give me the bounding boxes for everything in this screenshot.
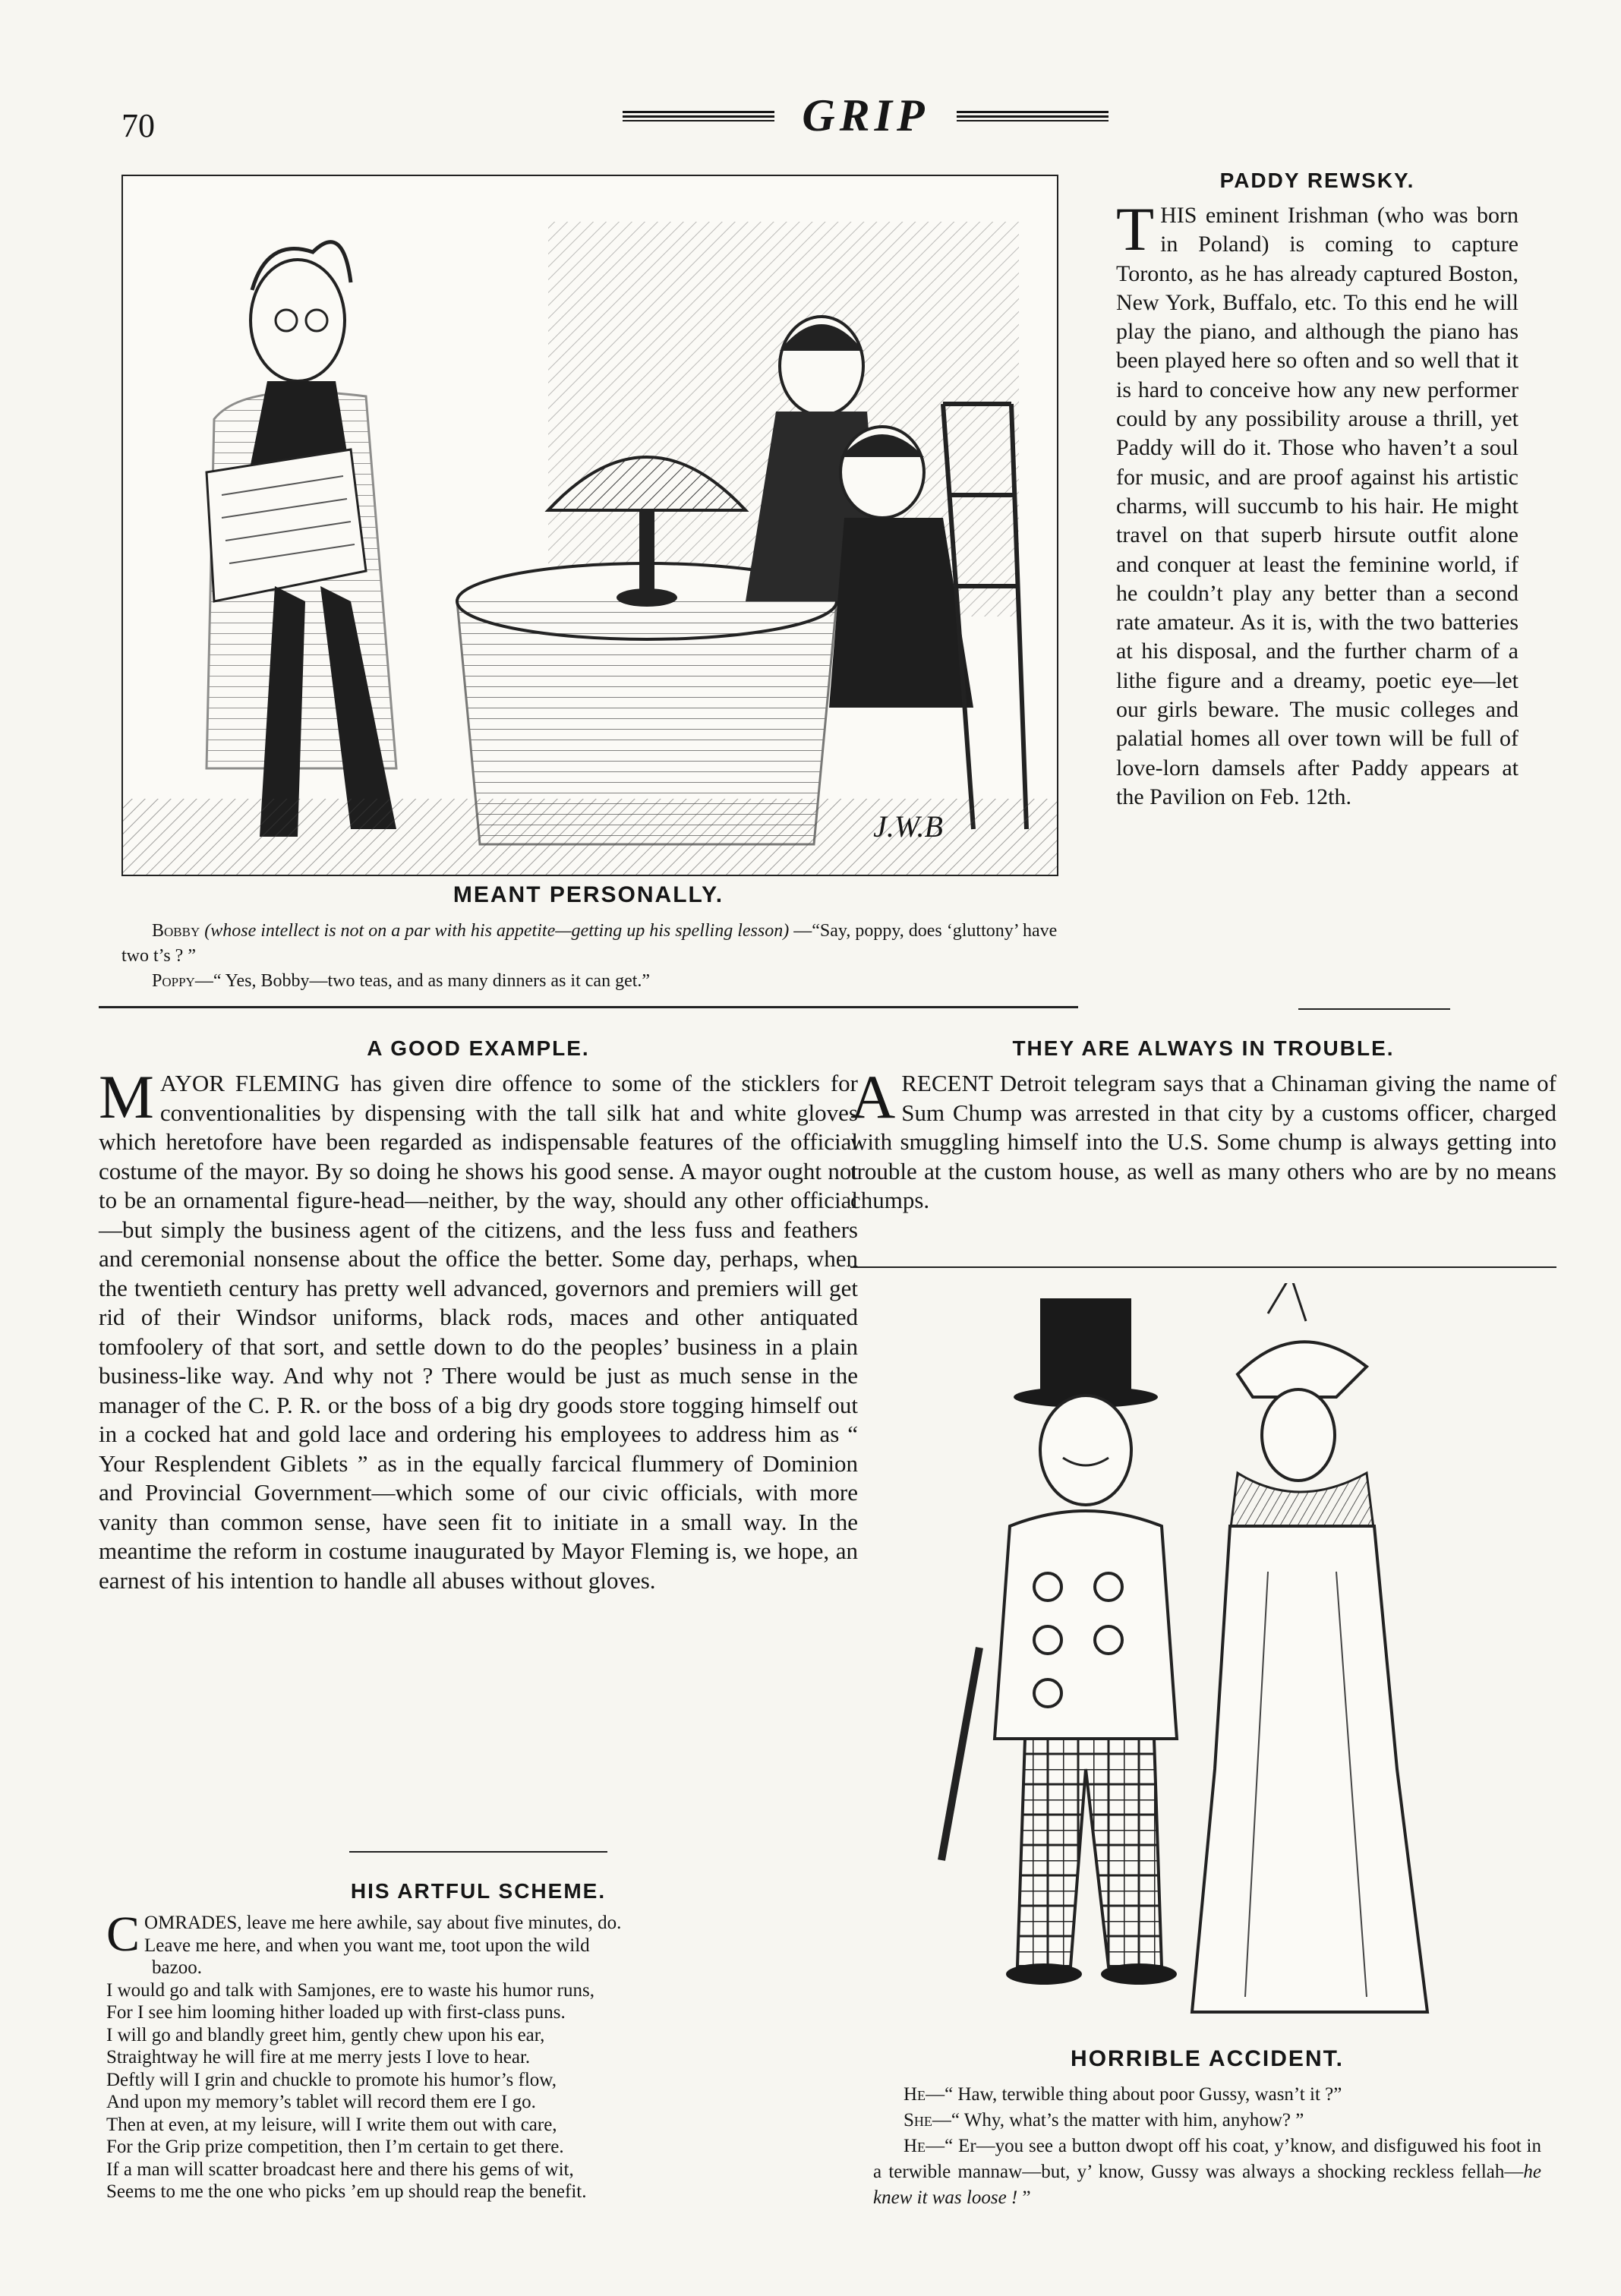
page-number: 70 [121,107,155,144]
good-example-body: AYOR FLEMING has given dire offence to some of the sticklers for conventionalities by dispensing with the tall silk hat and white gloves which heretofore have been regarded as indispensable features of the official costume of the mayor. By so doing he shows his good sense. A mayor ought not to be an ornamental figure-head—neither, by the way, should any other official—but simply the business agent of the citizens, and the less fuss and feathers and ceremonial nonsense about the office the better. Some day, perhaps, when the twentieth century has pretty well advanced, governors and premiers will get rid of their Windsor uniforms, black rods, maces and other antiquated tomfoolery of that sort, and settle down to do the peoples’ business in a plain business-like way. And why not ? There would be just as much sense in the manager of the C. P. R. or the boss of a big dry goods store togging himself out in a cocked hat and gold lace and ordering his employees to address him as “ Your Resplendent Giblets ” as in the equally farcical flummery of Dominion and Provincial Government—which some of our civic officials, with more vanity than common sense, have seen fit to initiate in a small way. In the meantime the reform in costume inaugurated by Mayor Fleming is, we hope, an earnest of his intention to handle all abuses without gloves. [99,1070,858,1594]
trouble-divider [850,1266,1556,1268]
horrible-accident-caption [873,2082,1541,2211]
meant-personally-title: MEANT PERSONALLY. [453,882,724,907]
trouble-body: RECENT Detroit telegram says that a Chinaman giving the name of Sum Chump was arrested in that city by a customs officer, charged with smuggling himself into the U.S. Some chump is always getting into trouble at the custom house, as well as many others who are by no means chumps. [850,1070,1556,1213]
artful-dropcap: C [106,1906,140,1962]
artful-divider [349,1851,607,1853]
poem-line: Leave me here, and when you want me, toot upon the wild [144,1935,590,1956]
horrible-accident-title: HORRIBLE ACCIDENT. [1071,2046,1344,2071]
meant-personally-illustration [121,175,1058,876]
poem-line: Seems to me the one who picks ’em up should reap the benefit. [106,2181,587,2202]
caption-stage-note: (whose intellect is not on a par with his appetite—getting up his spelling lesson) [204,921,790,941]
paddy-dropcap: T [1116,194,1155,263]
poem-line: Straightway he will fire at me merry jests I love to hear. [106,2047,531,2067]
artist-signature: J.W.B [873,809,943,844]
masthead-rule-right [957,111,1109,121]
poem-line: For I see him looming hither loaded up with first-class puns. [106,2002,566,2023]
artful-scheme-poem [106,1906,881,2203]
caption-speaker-he-2: He [904,2136,926,2156]
poem-line: For the Grip prize competition, then I’m certain to get there. [106,2137,564,2157]
meant-personally-caption [121,919,1078,994]
caption-he-line-2-italic: he knew it was loose ! [873,2162,1541,2208]
section-divider-right [1298,1008,1450,1010]
caption-he-line-1: —“ Haw, terwible thing about poor Gussy, wasn’t it ?” [926,2084,1342,2105]
poem-line: If a man will scatter broadcast here and there his gems of wit, [106,2159,574,2180]
poem-line: I would go and talk with Samjones, ere to waste his humor runs, [106,1979,594,2001]
paddy-body: HIS eminent Irishman (who was born in Poland) is coming to capture Toronto, as he has already captured Boston, New York, Buffalo, etc. To this end he will play the piano, and although the piano has been played here so often and so well that it is hard to conceive how any new performer could by any possibility arouse a thrill, yet Paddy will do it. Those who haven’t a soul for music, and are proof against his artistic charms, will succumb to his hair. He might travel on that superb hirsute outfit alone and conquer at least the feminine world, if he couldn’t play any better than a second rate amateur. As it is, with the two batteries at his disposal, and the further charm of a lithe figure and a dreamy, poetic eye—let our girls beware. The music colleges and palatial homes all over town will be full of love-lorn damsels after Paddy appears at the Pavilion on Feb. 12th. [1116,203,1519,809]
trouble-heading: THEY ARE ALWAYS IN TROUBLE. [1012,1036,1395,1060]
trouble-article [850,1062,1556,1216]
masthead-rule-left [623,111,774,121]
caption-speaker-she: She [904,2110,932,2130]
artful-scheme-heading: HIS ARTFUL SCHEME. [350,1879,607,1903]
caption-bobby-quote: —“Say, poppy, does ‘gluttony’ have two t’s ? ” [121,921,1058,966]
caption-he-line-2: —“ Er—you see a button dwopt off his coat, y’know, and disfiguwed his foot in a terwible mannaw—but, y’ know, Gussy was always a shocking reckless fellah— [873,2136,1541,2182]
masthead [623,90,1109,143]
family-at-table-drawing [123,176,1057,875]
caption-speaker-he: He [904,2084,926,2105]
caption-poppy-quote: —“ Yes, Bobby—two teas, and as many dinners as it can get.” [194,971,651,991]
good-example-heading: A GOOD EXAMPLE. [367,1036,590,1060]
caption-speaker-poppy: Poppy [152,971,195,991]
good-example-article [99,1062,858,1595]
poem-line: Deftly will I grin and chuckle to promote his humor’s flow, [106,2069,557,2090]
dandy-and-lady-drawing [911,1283,1488,2035]
poem-line: bazoo. [152,1957,202,1978]
masthead-title: GRIP [802,90,929,140]
paddy-rewsky-heading: PADDY REWSKY. [1219,169,1415,192]
good-example-dropcap: M [99,1062,154,1131]
section-divider-left [99,1006,1078,1008]
poem-line: I will go and blandly greet him, gently chew upon his ear, [106,2024,545,2045]
poem-line: And upon my memory’s tablet will record them ere I go. [106,2092,536,2112]
paddy-rewsky-article [1116,194,1519,812]
caption-speaker-bobby: Bobby [152,921,200,941]
caption-she-line: —“ Why, what’s the matter with him, anyhow? ” [932,2110,1304,2130]
poem-line: OMRADES, leave me here awhile, say about five minutes, do. [144,1913,622,1933]
horrible-accident-illustration [911,1283,1488,2035]
caption-he-line-2-end: ” [1017,2187,1031,2208]
trouble-dropcap: A [850,1062,896,1131]
poem-line: Then at even, at my leisure, will I write them out with care, [106,2114,557,2135]
